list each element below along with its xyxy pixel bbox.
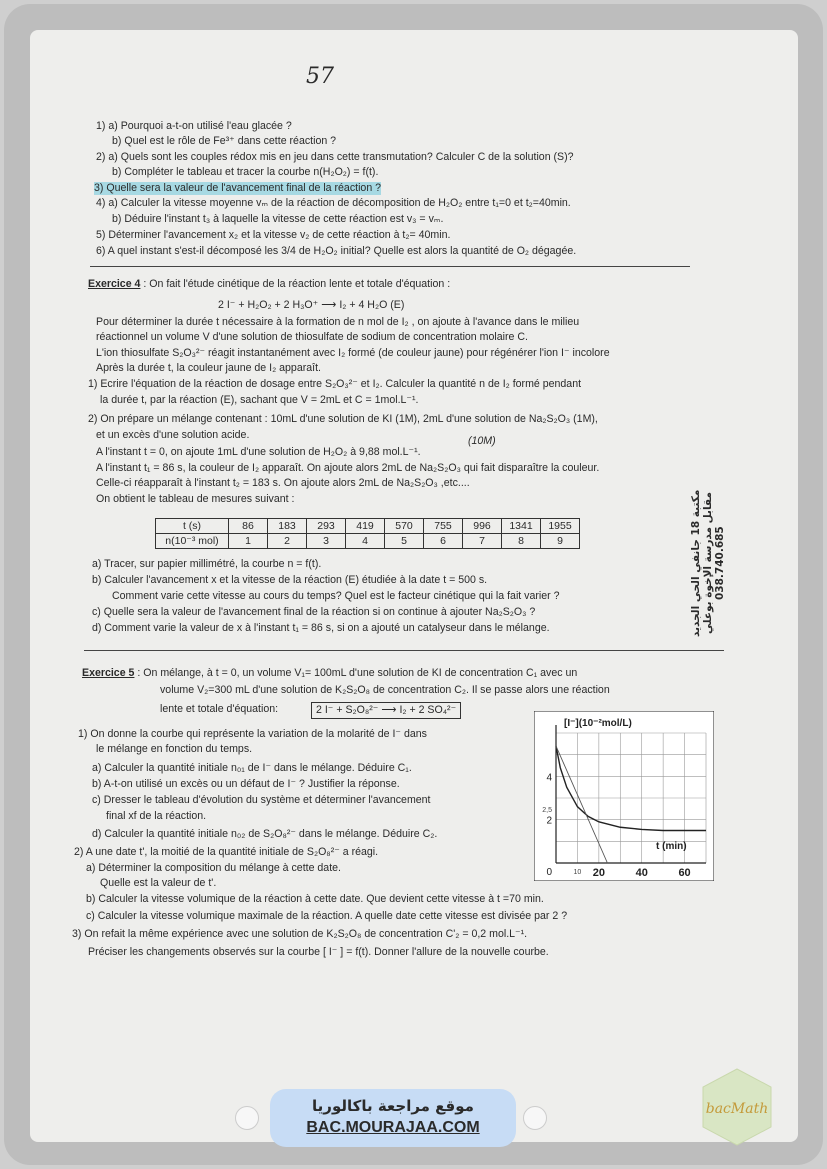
exercise-5-intro: : On mélange, à t = 0, un volume V₁= 100mL d'une solution de KI de concentration C₁ avec un	[134, 667, 578, 679]
text-line: A l'instant t₁ = 86 s, la couleur de I₂ apparaît. On ajoute alors 2mL de Na₂S₂O₃ qui fait disparaître la couleur.	[96, 462, 600, 474]
table-cell: 5	[385, 534, 424, 549]
table-header: n(10⁻³ mol)	[156, 534, 229, 549]
table-row	[156, 534, 580, 549]
question-line: 4) a) Calculer la vitesse moyenne vₘ de la réaction de décomposition de H₂O₂ entre t₁=0 et t₂=40min.	[96, 197, 571, 209]
text-line: b) Calculer la vitesse volumique de la réaction à cette date. Que devient cette vitesse à t =70 min.	[86, 893, 544, 905]
handwritten-note: (10M)	[468, 435, 496, 447]
question-line: 5) Déterminer l'avancement x₂ et la vitesse v₂ de cette réaction à t₂= 40min.	[96, 229, 451, 241]
text-line: L'ion thiosulfate S₂O₃²⁻ réagit instantanément avec I₂ formé (de couleur jaune) pour régénérer l'ion I⁻ incolore	[96, 347, 610, 359]
text-line: Préciser les changements observés sur la courbe [ I⁻ ] = f(t). Donner l'allure de la nouvelle courbe.	[88, 946, 549, 958]
table-cell: 183	[268, 519, 307, 534]
x-axis-label: t (min)	[656, 841, 687, 852]
exercise-4-equation: 2 I⁻ + H₂O₂ + 2 H₃O⁺ ⟶ I₂ + 4 H₂O (E)	[218, 299, 405, 311]
table-cell: 419	[346, 519, 385, 534]
text-line: c) Quelle sera la valeur de l'avancement final de la réaction si on continue à ajouter Na₂S₂O₃ ?	[92, 606, 536, 618]
banner-url-link[interactable]: BAC.MOURAJAA.COM	[306, 1119, 480, 1136]
y-tick-label: 4	[546, 772, 552, 784]
text-line: d) Calculer la quantité initiale n₀₂ de S₂O₈²⁻ dans le mélange. Déduire C₂.	[92, 828, 438, 840]
table-cell: 2	[268, 534, 307, 549]
text-line: volume V₂=300 mL d'une solution de K₂S₂O₈ de concentration C₂. Il se passe alors une réaction	[160, 684, 610, 696]
divider	[90, 266, 690, 267]
divider	[84, 650, 724, 651]
text-line: b) A-t-on utilisé un excès ou un défaut de I⁻ ? Justifier la réponse.	[92, 778, 400, 790]
table-cell: 570	[385, 519, 424, 534]
text-line: A l'instant t = 0, on ajoute 1mL d'une solution de H₂O₂ à 9,88 mol.L⁻¹.	[96, 446, 421, 458]
text-line: et un excès d'une solution acide.	[96, 429, 250, 441]
y-tick-label: 2	[546, 815, 552, 827]
text-line: On obtient le tableau de mesures suivant :	[96, 493, 295, 505]
text-line: 2) A une date t', la moitié de la quantité initiale de S₂O₈²⁻ a réagi.	[74, 846, 379, 858]
y-tick-label: 2,5	[542, 806, 552, 814]
text-line: c) Dresser le tableau d'évolution du système et déterminer l'avancement	[92, 794, 431, 806]
text-line: d) Comment varie la valeur de x à l'instant t₁ = 86 s, si on a ajouté un catalyseur dans le mélange.	[92, 622, 550, 634]
exercise-5-title: Exercice 5	[82, 667, 135, 679]
text-line: final xf de la réaction.	[106, 810, 207, 822]
text-line: Celle-ci réapparaît à l'instant t₂ = 183 s. On ajoute alors 2mL de Na₂S₂O₃ ,etc....	[96, 477, 470, 489]
text-line: a) Tracer, sur papier millimétré, la courbe n = f(t).	[92, 558, 322, 570]
table-cell: 1	[229, 534, 268, 549]
text-line: lente et totale d'équation:	[160, 703, 279, 715]
table-cell: 3	[307, 534, 346, 549]
table-cell: 996	[463, 519, 502, 534]
text-line: 1) Ecrire l'équation de la réaction de dosage entre S₂O₃²⁻ et I₂. Calculer la quantité n de I₂ formé pendant	[88, 378, 582, 390]
text-line: b) Calculer l'avancement x et la vitesse de la réaction (E) étudiée à la date t = 500 s.	[92, 574, 488, 586]
origin-label: 0	[546, 867, 552, 878]
table-cell: 1341	[502, 519, 541, 534]
question-line: 2) a) Quels sont les couples rédox mis en jeu dans cette transmutation? Calculer C de la solution (S)?	[96, 151, 574, 163]
table-cell: 9	[541, 534, 580, 549]
x-tick-label: 20	[592, 867, 605, 879]
question-line: 1) a) Pourquoi a-t-on utilisé l'eau glacée ?	[96, 120, 292, 132]
measurement-table	[155, 518, 580, 549]
table-row	[156, 519, 580, 534]
text-line: le mélange en fonction du temps.	[96, 743, 253, 755]
exercise-4-intro: : On fait l'étude cinétique de la réaction lente et totale d'équation :	[140, 278, 451, 290]
table-cell: 8	[502, 534, 541, 549]
table-cell: 1955	[541, 519, 580, 534]
text-line: Quelle est la valeur de t'.	[100, 877, 217, 889]
highlighted-question: 3) Quelle sera la valeur de l'avancement final de la réaction ?	[94, 182, 382, 194]
text-line: a) Déterminer la composition du mélange à cette date.	[86, 862, 341, 874]
table-cell: 7	[463, 534, 502, 549]
question-line: b) Déduire l'instant t₃ à laquelle la vitesse de cette réaction est v₃ = vₘ.	[112, 213, 444, 225]
text-line: Comment varie cette vitesse au cours du temps? Quel est le facteur cinétique qui la fait varier ?	[112, 590, 560, 602]
text-line: 2) On prépare un mélange contenant : 10mL d'une solution de KI (1M), 2mL d'une solution de Na₂S₂O₃ (1M),	[88, 413, 598, 425]
table-cell: 293	[307, 519, 346, 534]
question-line: b) Compléter le tableau et tracer la courbe n(H₂O₂) = f(t).	[112, 166, 379, 178]
x-tick-label: 10	[573, 869, 582, 876]
text-line: Pour déterminer la durée t nécessaire à la formation de n mol de I₂ , on ajoute à l'avance dans le milieu	[96, 316, 580, 328]
banner-arabic-text: موقع مراجعة باكالوريا	[312, 1097, 474, 1115]
text-line: c) Calculer la vitesse volumique maximale de la réaction. A quelle date cette vitesse est divisée par 2 ?	[86, 910, 568, 922]
bacmath-logo	[697, 1067, 777, 1147]
question-line: b) Quel est le rôle de Fe³⁺ dans cette réaction ?	[112, 135, 337, 147]
site-logo-left	[235, 1106, 259, 1130]
table-header: t (s)	[156, 519, 229, 534]
table-cell: 86	[229, 519, 268, 534]
text-line: 3) On refait la même expérience avec une solution de K₂S₂O₈ de concentration C'₂ = 0,2 mol.L⁻¹.	[72, 928, 528, 940]
x-tick-label: 40	[635, 867, 648, 879]
text-line: a) Calculer la quantité initiale n₀₁ de I⁻ dans le mélange. Déduire C₁.	[92, 762, 412, 774]
text-line: Après la durée t, la couleur jaune de I₂ apparaît.	[96, 362, 321, 374]
table-cell: 6	[424, 534, 463, 549]
x-tick-label: 60	[678, 867, 691, 879]
text-line: réactionnel un volume V d'une solution de thiosulfate de sodium de concentration molaire C.	[96, 331, 528, 343]
y-axis-label: [I⁻](10⁻²mol/L)	[564, 718, 632, 729]
site-logo-right	[523, 1106, 547, 1130]
page-number: 57	[306, 64, 334, 89]
exercise-5-equation: 2 I⁻ + S₂O₈²⁻ ⟶ I₂ + 2 SO₄²⁻	[311, 702, 461, 719]
text-line: la durée t, par la réaction (E), sachant que V = 2mL et C = 1mol.L⁻¹.	[100, 394, 419, 406]
iodide-concentration-chart	[534, 711, 714, 881]
footer-banner[interactable]	[270, 1089, 516, 1147]
logo-text: bacMath	[705, 1101, 769, 1117]
text-line: 1) On donne la courbe qui représente la variation de la molarité de I⁻ dans	[78, 728, 427, 740]
table-cell: 755	[424, 519, 463, 534]
exercise-4-title: Exercice 4	[88, 278, 141, 290]
bookshop-stamp: مكتبة 18 جانفي الحي الجديد مقابل مدرسة الإخوة بوعلي 038.740.685	[690, 489, 726, 637]
question-line: 6) A quel instant s'est-il décomposé les 3/4 de H₂O₂ initial? Quelle est alors la quantité de O₂ dégagée.	[96, 245, 577, 257]
chart-frame	[534, 711, 714, 881]
table-cell: 4	[346, 534, 385, 549]
